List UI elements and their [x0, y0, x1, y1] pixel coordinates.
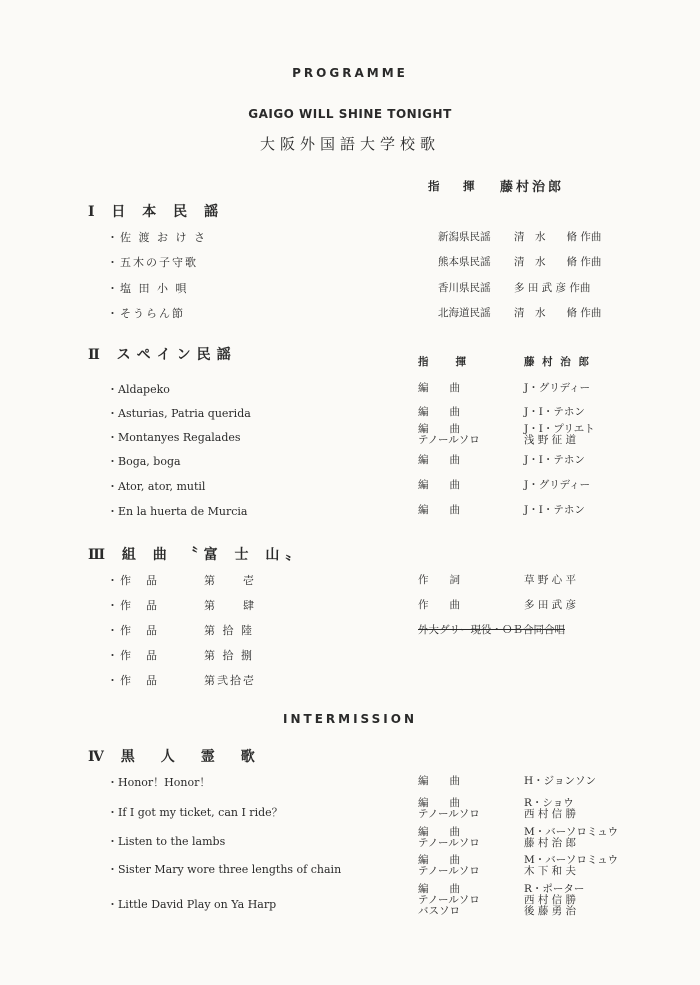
composer-name: 多 田 武 彦: [524, 599, 577, 611]
list-item-title: ・五木の子守歌: [107, 256, 198, 269]
list-item-credit: 清 水 脩 作曲: [514, 307, 602, 319]
arranger-name: J・グリディー: [524, 382, 591, 394]
section-2-conductor-name: 藤 村 治 郎: [524, 356, 591, 368]
bass-soloist-label: バスソロ: [418, 905, 460, 917]
arranger-name: J・I・テホン: [524, 406, 585, 418]
section-1-title: Ⅰ 日 本 民 謡: [88, 204, 225, 220]
composer-label: 作 曲: [418, 599, 460, 611]
conductor-label: 指 揮: [428, 179, 481, 193]
arranger-label: 編 曲: [418, 382, 460, 394]
arranger-label: 編 曲: [418, 797, 460, 809]
soloist-name: 西 村 信 勝: [524, 808, 577, 820]
arranger-name: H・ジョンソン: [524, 775, 596, 787]
list-item-title: ・Aldapeko: [107, 383, 170, 396]
list-item-title: ・佐 渡 お け さ: [107, 231, 207, 244]
arranger-label: 編 曲: [418, 504, 460, 516]
arranger-label: 編 曲: [418, 826, 460, 838]
list-item-title: ・Listen to the lambs: [107, 835, 226, 848]
list-item-title: ・Montanyes Regalades: [107, 431, 241, 444]
performer-note: 外大グリー現役・ＯＢ合同合唱: [418, 624, 565, 636]
list-item-number: 第 拾 捌: [204, 649, 254, 662]
section-2-conductor-label: 指 揮: [418, 356, 468, 368]
list-item-title: ・En la huerta de Murcia: [107, 505, 248, 518]
list-item-origin: 熊本県民謡: [438, 256, 491, 268]
programme-heading: PROGRAMME: [292, 66, 408, 80]
song-title-en: GAIGO WILL SHINE TONIGHT: [248, 107, 452, 121]
arranger-name: J・I・プリエト: [524, 423, 595, 435]
list-item-title: ・Honor！Honor！: [107, 776, 211, 789]
arranger-label: 編 曲: [418, 406, 460, 418]
list-item-title: ・If I got my ticket, can I ride？: [107, 806, 283, 819]
list-item-work: ・作 品: [107, 599, 159, 612]
arranger-name: R・ショウ: [524, 797, 574, 809]
section-2-title: Ⅱ スペイン民謡: [88, 347, 237, 363]
intermission-heading: INTERMISSION: [283, 712, 417, 726]
list-item-origin: 北海道民謡: [438, 307, 491, 319]
bass-soloist-name: 後 藤 勇 治: [524, 905, 577, 917]
list-item-work: ・作 品: [107, 624, 159, 637]
soloist-name: 木 下 和 夫: [524, 865, 577, 877]
soloist-label: テノールソロ: [418, 808, 480, 820]
list-item-number: 第 拾 陸: [204, 624, 254, 637]
list-item-origin: 新潟県民謡: [438, 231, 491, 243]
list-item-work: ・作 品: [107, 649, 159, 662]
arranger-name: M・バーソロミュウ: [524, 826, 619, 838]
list-item-credit: 清 水 脩 作曲: [514, 231, 602, 243]
song-title-jp: 大阪外国語大学校歌: [259, 135, 440, 153]
list-item-title: ・Boga, boga: [107, 455, 181, 468]
list-item-title: ・Sister Mary wore three lengths of chain: [107, 863, 342, 876]
conductor-name: 藤村治郎: [500, 180, 565, 195]
list-item-number: 第弐拾壱: [204, 674, 256, 687]
arranger-name: J・I・テホン: [524, 454, 585, 466]
arranger-label: 編 曲: [418, 854, 460, 866]
list-item-credit: 清 水 脩 作曲: [514, 256, 602, 268]
soloist-name: 西 村 信 勝: [524, 894, 577, 906]
list-item-number: 第 肆: [204, 599, 256, 612]
list-item-work: ・作 品: [107, 574, 159, 587]
arranger-label: 編 曲: [418, 423, 460, 435]
arranger-name: J・I・テホン: [524, 504, 585, 516]
soloist-name: 藤 村 治 郎: [524, 837, 577, 849]
arranger-name: J・グリディー: [524, 479, 591, 491]
arranger-label: 編 曲: [418, 883, 460, 895]
lyricist-name: 草 野 心 平: [524, 574, 577, 586]
list-item-title: ・Ator, ator, mutil: [107, 480, 206, 493]
arranger-name: M・バーソロミュウ: [524, 854, 619, 866]
soloist-label: テノールソロ: [418, 894, 480, 906]
list-item-title: ・Asturias, Patria querida: [107, 407, 251, 420]
arranger-label: 編 曲: [418, 775, 460, 787]
lyricist-label: 作 詞: [418, 574, 460, 586]
list-item-credit: 多 田 武 彦 作曲: [514, 282, 591, 294]
arranger-name: R・ポーター: [524, 883, 585, 895]
arranger-label: 編 曲: [418, 454, 460, 466]
list-item-origin: 香川県民謡: [438, 282, 491, 294]
soloist-label: テノールソロ: [418, 837, 480, 849]
section-4-title: Ⅳ 黒 人 霊 歌: [88, 749, 261, 765]
list-item-title: ・そうらん節: [107, 307, 185, 320]
arranger-label: 編 曲: [418, 479, 460, 491]
list-item-title: ・Little David Play on Ya Harp: [107, 898, 277, 911]
soloist-label: テノールソロ: [418, 865, 480, 877]
list-item-title: ・塩 田 小 唄: [107, 282, 189, 295]
section-3-title: Ⅲ 組 曲 〝富 士 山〟: [88, 547, 306, 563]
list-item-number: 第 壱: [204, 574, 256, 587]
soloist-label: テノールソロ: [418, 434, 480, 446]
soloist-name: 浅 野 征 道: [524, 434, 577, 446]
list-item-work: ・作 品: [107, 674, 159, 687]
